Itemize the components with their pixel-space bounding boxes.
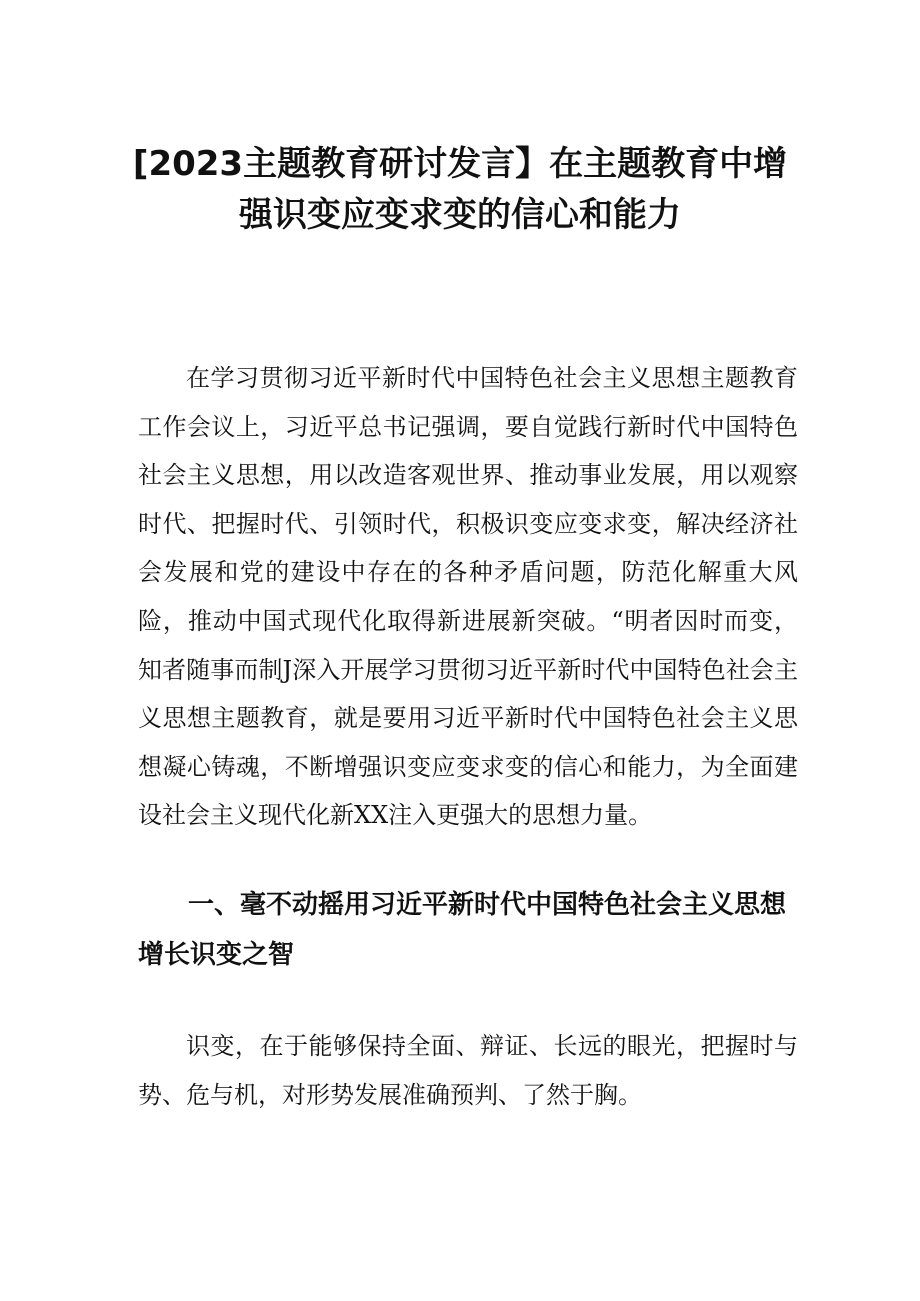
document-title-line-2: 强识变应变求变的信心和能力 <box>239 195 681 235</box>
section-heading-1: 一、毫不动摇用习近平新时代中国特色社会主义思想增长识变之智 <box>138 890 787 970</box>
body-paragraph-1: 在学习贯彻习近平新时代中国特色社会主义思想主题教育工作会议上，习近平总书记强调，要自觉践行新时代中国特色社会主义思想，用以改造客观世界、推动事业发展，用以观察时代、把握时代、引领时代，积极识变应变求变，解决经济社会发展和党的建设中存在的各种矛盾问题，防范化解重大风险，推动中国式现代化取得新进展新突破。“明者因时而变，知者随事而制J深入开展学习贯彻习近平新时代中国特色社会主义思想主题教育，就是要用习近平新时代中国特色社会主义思想凝心铸魂，不断增强识变应变求变的信心和能力，为全面建设社会主义现代化新XX注入更强大的思想力量。 <box>138 364 798 830</box>
document-title-line-1: [2023主题教育研讨发言】在主题教育中增 <box>132 144 788 184</box>
body-paragraph-2: 识变，在于能够保持全面、辩证、长远的眼光，把握时与势、危与机，对形势发展准确预判、了然于胸。 <box>138 1032 798 1109</box>
